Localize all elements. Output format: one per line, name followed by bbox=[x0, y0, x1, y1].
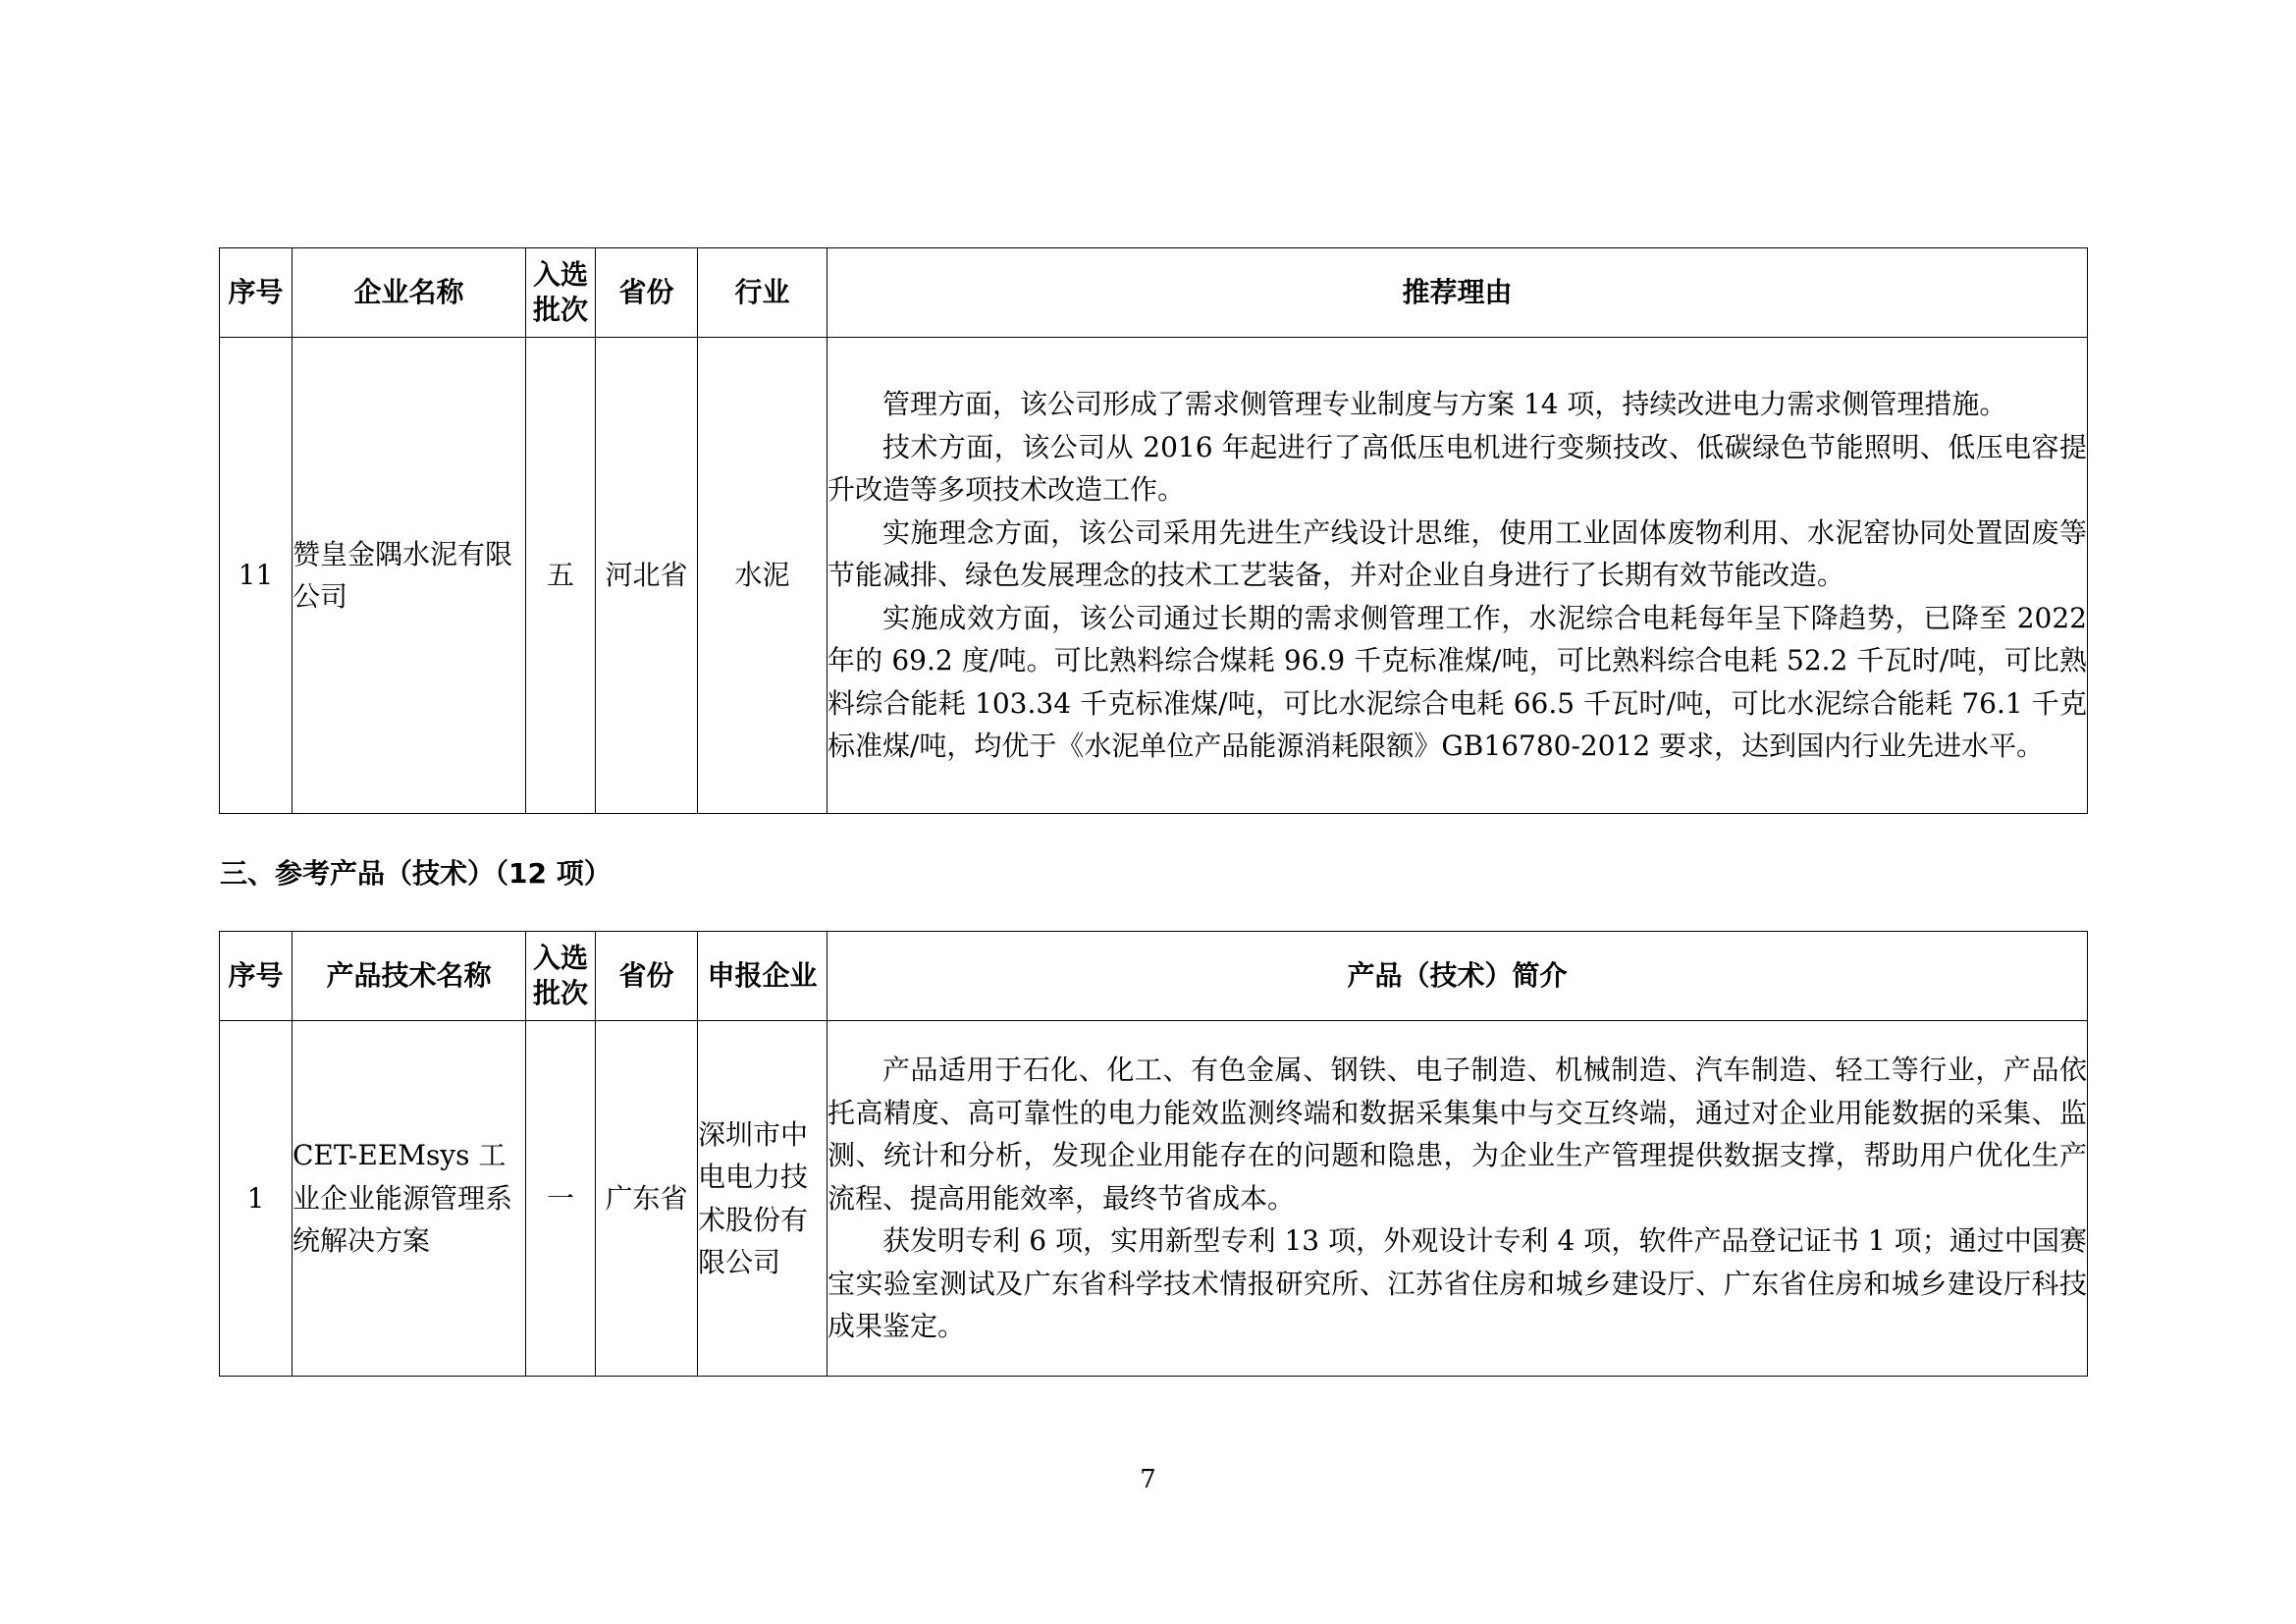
intro-paragraph-patents: 获发明专利 6 项，实用新型专利 13 项，外观设计专利 4 项，软件产品登记证书 1 项；通过中国赛宝实验室测试及广东省科学技术情报研究所、江苏省住房和城乡建设厅、广东省住房和城乡建设厅科技成果鉴定。 bbox=[828, 1224, 2087, 1343]
header-product: 产品技术名称 bbox=[293, 932, 526, 1021]
section-title: 三、参考产品（技术）（12 项） bbox=[220, 857, 612, 890]
row-batch: 一 bbox=[526, 1021, 596, 1377]
header-no: 序号 bbox=[220, 248, 293, 338]
header-batch bbox=[526, 932, 596, 1021]
reason-paragraph-concept: 实施理念方面，该公司采用先进生产线设计思维，使用工业固体废物利用、水泥窑协同处置固废等节能减排、绿色发展理念的技术工艺装备，并对企业自身进行了长期有效节能改造。 bbox=[828, 515, 2087, 592]
header-applicant: 申报企业 bbox=[698, 932, 828, 1021]
row-applicant: 深圳市中电电力技术股份有限公司 bbox=[698, 1021, 828, 1377]
header-province: 省份 bbox=[596, 932, 698, 1021]
header-no: 序号 bbox=[220, 932, 293, 1021]
header-batch-line2: 批次 bbox=[532, 294, 588, 326]
intro-paragraph-application: 产品适用于石化、化工、有色金属、钢铁、电子制造、机械制造、汽车制造、轻工等行业，产品依托高精度、高可靠性的电力能效监测终端和数据采集集中与交互终端，通过对企业用能数据的采集、监测、统计和分析，发现企业用能存在的问题和隐患，为企业生产管理提供数据支撑，帮助用户优化生产流程、提高用能效率，最终节省成本。 bbox=[828, 1054, 2087, 1215]
row-no: 1 bbox=[220, 1021, 293, 1377]
header-reason: 推荐理由 bbox=[828, 248, 2088, 338]
header-province: 省份 bbox=[596, 248, 698, 338]
row-province: 广东省 bbox=[596, 1021, 698, 1377]
reason-paragraph-results: 实施成效方面，该公司通过长期的需求侧管理工作，水泥综合电耗每年呈下降趋势，已降至 2022 年的 69.2 度/吨。可比熟料综合煤耗 96.9 千克标准煤/吨，可比熟料综合电耗 52.2 千瓦时/吨，可比熟料综合能耗 103.34 千克标准煤/吨，可比水泥综合电耗 66.5 千瓦时/吨，可比水泥综合能耗 76.1 千克标准煤/吨，均优于《水泥单位产品能源消耗限额》GB16780-2012 要求，达到国内行业先进水平。 bbox=[828, 601, 2087, 763]
header-industry: 行业 bbox=[698, 248, 828, 338]
reason-paragraph-management: 管理方面，该公司形成了需求侧管理专业制度与方案 14 项，持续改进电力需求侧管理措施。 bbox=[882, 388, 2007, 421]
table-row bbox=[220, 1021, 2088, 1377]
row-intro bbox=[828, 1021, 2088, 1377]
header-intro: 产品（技术）简介 bbox=[828, 932, 2088, 1021]
table-row bbox=[220, 338, 2088, 814]
header-batch bbox=[526, 248, 596, 338]
row-product: CET-EEMsys 工业企业能源管理系统解决方案 bbox=[293, 1021, 526, 1377]
header-batch-line2: 批次 bbox=[532, 977, 588, 1009]
header-batch-line1: 入选 bbox=[532, 942, 588, 974]
row-batch: 五 bbox=[526, 338, 596, 814]
row-province: 河北省 bbox=[596, 338, 698, 814]
reference-products-table bbox=[219, 931, 2088, 1377]
header-batch-line1: 入选 bbox=[532, 258, 588, 291]
row-reason bbox=[828, 338, 2088, 814]
row-no: 11 bbox=[220, 338, 293, 814]
table-header-row bbox=[220, 932, 2088, 1021]
page-number: 7 bbox=[1140, 1465, 1156, 1494]
table-header-row bbox=[220, 248, 2088, 338]
reason-paragraph-technology: 技术方面，该公司从 2016 年起进行了高低压电机进行变频技改、低碳绿色节能照明、低压电容提升改造等多项技术改造工作。 bbox=[828, 430, 2087, 507]
row-company: 赞皇金隅水泥有限公司 bbox=[293, 338, 526, 814]
recommended-enterprises-table bbox=[219, 247, 2088, 814]
header-company: 企业名称 bbox=[293, 248, 526, 338]
row-industry: 水泥 bbox=[698, 338, 828, 814]
